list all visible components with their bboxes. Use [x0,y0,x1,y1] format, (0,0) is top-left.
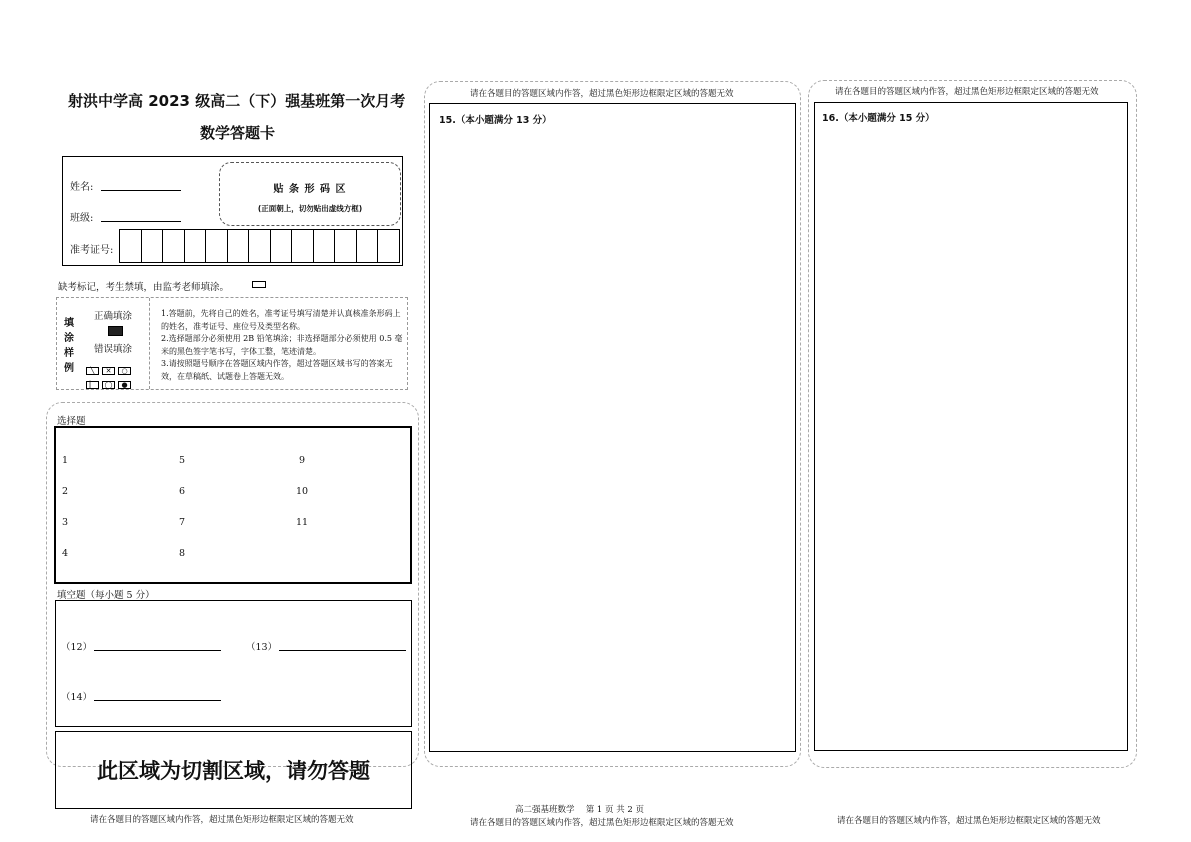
exam-id-label: 准考证号: [70,245,114,256]
wrong-sample-circle-icon: ○ [118,367,131,375]
wrong-fill-label: 错误填涂 [94,344,133,355]
barcode-title: 贴 条 形 码 区 [273,184,347,195]
barcode-note: (正面朝上，切勿贴出虚线方框) [257,204,363,213]
choice-section-title: 选择题 [57,416,86,427]
exam-id-cell[interactable] [357,230,379,262]
q15-answer-box[interactable] [429,103,796,752]
blank-section-title: 填空题（每小题 5 分） [57,590,155,601]
instruction-2: 2.选择题部分必须使用 2B 铅笔填涂；非选择题部分必须使用 0.5 毫米的黑色签字笔书写，字体工整，笔迹清楚。 [161,334,403,356]
blank-item-label: （14） [61,692,93,703]
bottom-warning-middle: 请在各题目的答题区域内作答，超过黑色矩形边框限定区域的答题无效 [470,818,734,828]
choice-number: 1 [62,455,69,466]
page-footer: 高二强基班数学 第 1 页 共 2 页 [515,805,645,815]
exam-id-cell[interactable] [206,230,228,262]
fill-example-divider [149,298,150,389]
blank-12-line[interactable] [94,650,221,651]
exam-id-cell[interactable] [185,230,207,262]
card-subtitle: 数学答题卡 [200,124,276,142]
choice-number: 2 [62,486,69,497]
class-field[interactable] [101,221,181,222]
exam-id-cell[interactable] [249,230,271,262]
exam-id-cell[interactable] [120,230,142,262]
wrong-fill-samples-row2 [86,374,134,393]
exam-id-cell[interactable] [292,230,314,262]
name-label: 姓名: [70,182,94,193]
exam-id-cell[interactable] [314,230,336,262]
exam-id-grid[interactable] [119,229,400,263]
blank-14-line[interactable] [94,700,221,701]
wrong-sample-half-icon: ▏ [86,381,99,389]
exam-id-cell[interactable] [271,230,293,262]
absent-checkbox[interactable] [252,281,266,288]
blank-answer-box [55,600,412,727]
exam-id-cell[interactable] [163,230,185,262]
q16-title: 16.（本小题满分 15 分） [822,113,935,124]
barcode-area [219,162,401,226]
cut-area-box [55,731,412,809]
choice-answer-box [54,426,412,584]
choice-number: 3 [62,517,69,528]
blank-item-label: （12） [61,642,93,653]
exam-id-cell[interactable] [228,230,250,262]
wrong-sample-cross-icon: ✕ [102,367,115,375]
wrong-sample-dot-icon: ● [118,381,131,389]
top-warning-middle: 请在各题目的答题区域内作答，超过黑色矩形边框限定区域的答题无效 [470,89,734,99]
instruction-1: 1.答题前，先将自己的姓名，准考证号填写清楚并认真核准条形码上的姓名，准考证号、座位号及类型名称。 [161,309,401,331]
exam-id-cell[interactable] [378,230,400,262]
choice-number: 10 [296,486,309,497]
q16-answer-box[interactable] [814,102,1128,751]
student-info-box [62,156,403,266]
choice-number: 5 [179,455,186,466]
bottom-warning-right: 请在各题目的答题区域内作答，超过黑色矩形边框限定区域的答题无效 [837,816,1101,826]
absent-label: 缺考标记，考生禁填，由监考老师填涂。 [58,282,230,293]
instructions [161,308,405,383]
exam-id-cell[interactable] [142,230,164,262]
choice-number: 9 [299,455,306,466]
wrong-sample-slash-icon: ╲ [86,367,99,375]
wrong-sample-ring-icon: ◯ [102,381,115,389]
fill-example-side-label: 填涂样例 [64,318,74,374]
class-label: 班级: [70,213,94,224]
choice-number: 7 [179,517,186,528]
cut-area-text: 此区域为切割区域，请勿答题 [97,759,370,783]
instruction-3: 3.请按照题号顺序在答题区域内作答，超过答题区域书写的答案无效，在草稿纸、试题卷上答题无效。 [161,359,393,381]
fill-example-box [56,297,408,390]
exam-title: 射洪中学高 2023 级高二（下）强基班第一次月考 [68,92,406,110]
bottom-warning-left: 请在各题目的答题区域内作答，超过黑色矩形边框限定区域的答题无效 [90,815,354,825]
choice-number: 8 [179,548,186,559]
correct-fill-label: 正确填涂 [94,311,133,322]
correct-fill-sample [108,326,123,336]
choice-number: 11 [296,517,309,528]
choice-number: 6 [179,486,186,497]
blank-13-line[interactable] [279,650,406,651]
top-warning-right: 请在各题目的答题区域内作答，超过黑色矩形边框限定区域的答题无效 [835,87,1099,97]
blank-item-label: （13） [246,642,278,653]
exam-id-cell[interactable] [335,230,357,262]
choice-number: 4 [62,548,69,559]
name-field[interactable] [101,190,181,191]
q15-title: 15.（本小题满分 13 分） [439,115,552,126]
